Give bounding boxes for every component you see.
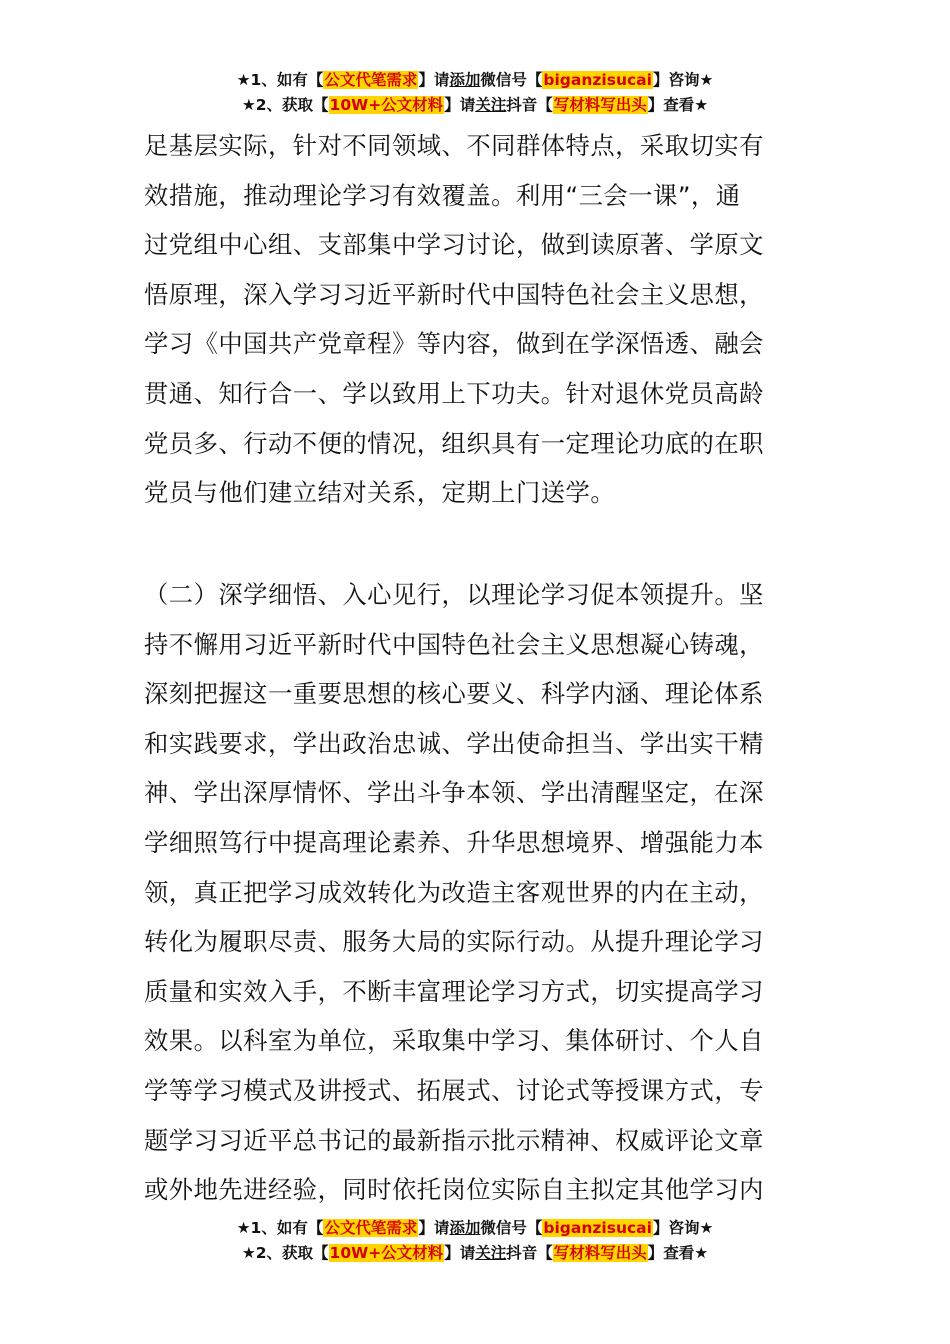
highlight-service: 公文代笔需求: [324, 71, 418, 89]
highlight-materials: 10W+公文材料: [329, 1244, 444, 1262]
text-line: 题学习习近平总书记的最新指示批示精神、权威评论文章: [144, 1125, 764, 1155]
text-line: 党员与他们建立结对关系，定期上门送学。: [144, 478, 616, 508]
top-banner: [0, 68, 950, 118]
highlight-douyin-account: 写材料写出头: [553, 1244, 647, 1262]
highlight-douyin-account: 写材料写出头: [553, 96, 647, 114]
text-line: 或外地先进经验，同时依托岗位实际自主拟定其他学习内: [144, 1175, 764, 1205]
text-line: 过党组中心组、支部集中学习讨论，做到读原著、学原文: [144, 230, 764, 260]
text-line: 效果。以科室为单位，采取集中学习、集体研讨、个人自: [144, 1026, 764, 1056]
banner-line-1: ★1、如有【公文代笔需求】请添加微信号【biganzisucai】咨询★: [236, 71, 714, 89]
text-line: （二）深学细悟、入心见行，以理论学习促本领提升。坚: [144, 580, 764, 609]
banner-line-2: ★2、获取【10W+公文材料】请关注抖音【写材料写出头】查看★: [241, 96, 709, 114]
text-line: 效措施，推动理论学习有效覆盖。利用“三会一课”，通: [144, 180, 741, 210]
banner-line-2: ★2、获取【10W+公文材料】请关注抖音【写材料写出头】查看★: [241, 1244, 709, 1262]
text-line: 质量和实效入手，不断丰富理论学习方式，切实提高学习: [144, 976, 764, 1006]
text-line: 转化为履职尽责、服务大局的实际行动。从提升理论学习: [144, 927, 764, 957]
text-line: 悟原理，深入学习习近平新时代中国特色社会主义思想，: [144, 279, 764, 309]
text-line: 领，真正把学习成效转化为改造主客观世界的内在主动，: [144, 877, 764, 907]
paragraph-1: [144, 121, 812, 518]
text-line: 学等学习模式及讲授式、拓展式、讨论式等授课方式，专: [144, 1075, 764, 1105]
highlight-materials: 10W+公文材料: [329, 96, 444, 114]
text-line: 和实践要求，学出政治忠诚、学出使命担当、学出实干精: [144, 728, 764, 758]
highlight-service: 公文代笔需求: [324, 1219, 418, 1237]
text-line: 神、学出深厚情怀、学出斗争本领、学出清醒坚定，在深: [144, 778, 764, 808]
banner-line-1: ★1、如有【公文代笔需求】请添加微信号【biganzisucai】咨询★: [236, 1219, 714, 1237]
text-line: 学习《中国共产党章程》等内容，做到在学深悟透、融会: [144, 329, 764, 359]
highlight-wechat-id: biganzisucai: [543, 1219, 652, 1237]
text-line: 学细照笃行中提高理论素养、升华思想境界、增强能力本: [144, 827, 764, 857]
bottom-banner: [0, 1216, 950, 1266]
text-line: 深刻把握这一重要思想的核心要义、科学内涵、理论体系: [144, 679, 764, 709]
text-line: 贯通、知行合一、学以致用上下功夫。针对退休党员高龄: [144, 378, 764, 408]
text-line: 持不懈用习近平新时代中国特色社会主义思想凝心铸魂，: [144, 629, 764, 659]
text-line: 党员多、行动不便的情况，组织具有一定理论功底的在职: [144, 428, 764, 458]
paragraph-2: [144, 570, 812, 1215]
text-line: 足基层实际，针对不同领域、不同群体特点，采取切实有: [144, 131, 764, 160]
highlight-wechat-id: biganzisucai: [543, 71, 652, 89]
